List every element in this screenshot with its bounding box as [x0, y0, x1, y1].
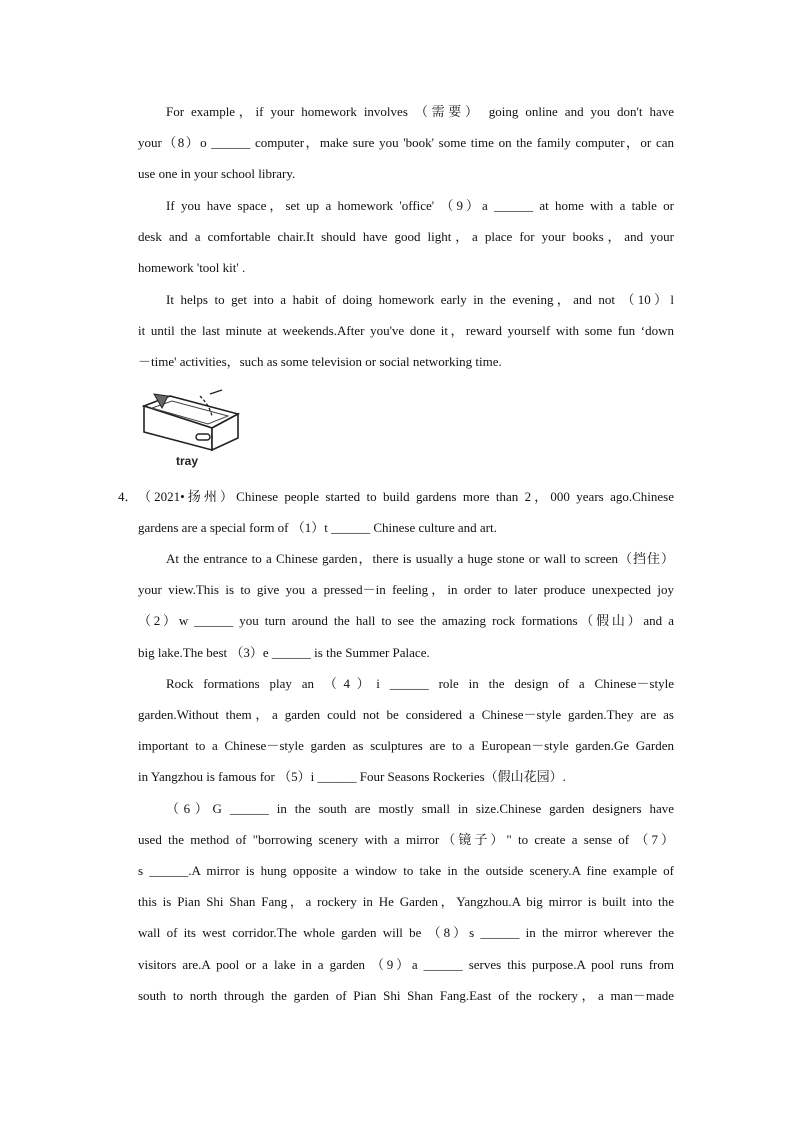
text-line: big lake.The best （3）e ______ is the Summer Palace.: [138, 645, 430, 660]
question-number: 4．: [118, 489, 138, 504]
text-line: your（8）o ______ computer，make sure you 'book' some time on the family computer，or can: [138, 135, 674, 150]
text-line: At the entrance to a Chinese garden，there is usually a huge stone or wall to screen（挡住）: [166, 551, 674, 566]
tray-label: tray: [176, 454, 199, 468]
text-line: this is Pian Shi Shan Fang，a rockery in He Garden，Yangzhou.A big mirror is built into the: [138, 894, 674, 909]
text-line: it until the last minute at weekends.After you've done it，reward yourself with some fun ‘down: [138, 323, 674, 338]
text-line: （6）G ______ in the south are mostly small in size.Chinese garden designers have: [166, 801, 674, 816]
text-line: wall of its west corridor.The whole garden will be （8）s ______ in the mirror wherever the: [138, 925, 674, 940]
text-line: s ______.A mirror is hung opposite a window to take in the outside scenery.A fine example of: [138, 863, 674, 878]
text-line: visitors are.A pool or a lake in a garden （9）a ______ serves this purpose.A pool runs from: [138, 957, 674, 972]
text-line: －time' activities，such as some television or social networking time.: [138, 354, 502, 369]
text-line: use one in your school library.: [138, 166, 296, 181]
text-line: homework 'tool kit' .: [138, 260, 246, 275]
text-line: desk and a comfortable chair.It should have good light，a place for your books，and your: [138, 229, 674, 244]
text-line: （2021•扬州）Chinese people started to build gardens more than 2，000 years ago.Chinese: [138, 489, 674, 504]
text-line: If you have space，set up a homework 'office' （9）a ______ at home with a table or: [166, 198, 674, 213]
text-line: Rock formations play an （4）i ______ role in the design of a Chinese－style: [166, 676, 674, 691]
text-line: in Yangzhou is famous for （5）i ______ Four Seasons Rockeries（假山花园）.: [138, 769, 566, 784]
text-line: garden.Without them，a garden could not be considered a Chinese－style garden.They are as: [138, 707, 674, 722]
text-line: south to north through the garden of Pian Shi Shan Fang.East of the rockery，a man－made: [138, 988, 674, 1003]
text-line: your view.This is to give you a pressed－in feeling，in order to later produce unexpected joy: [138, 582, 674, 597]
text-line: important to a Chinese－style garden as sculptures are to a European－style garden.Ge Garden: [138, 738, 674, 753]
text-line: For example，if your homework involves （需要） going online and you don't have: [166, 104, 674, 119]
text-line: used the method of "borrowing scenery with a mirror（镜子）" to create a sense of （7）: [138, 832, 674, 847]
text-line: （2）w ______ you turn around the hall to see the amazing rock formations（假山）and a: [138, 613, 674, 628]
tray-drawing: [140, 388, 240, 468]
text-line: gardens are a special form of （1）t ______ Chinese culture and art.: [138, 520, 497, 535]
text-line: It helps to get into a habit of doing homework early in the evening，and not （10）l: [166, 292, 674, 307]
tray-illustration: [140, 388, 240, 468]
